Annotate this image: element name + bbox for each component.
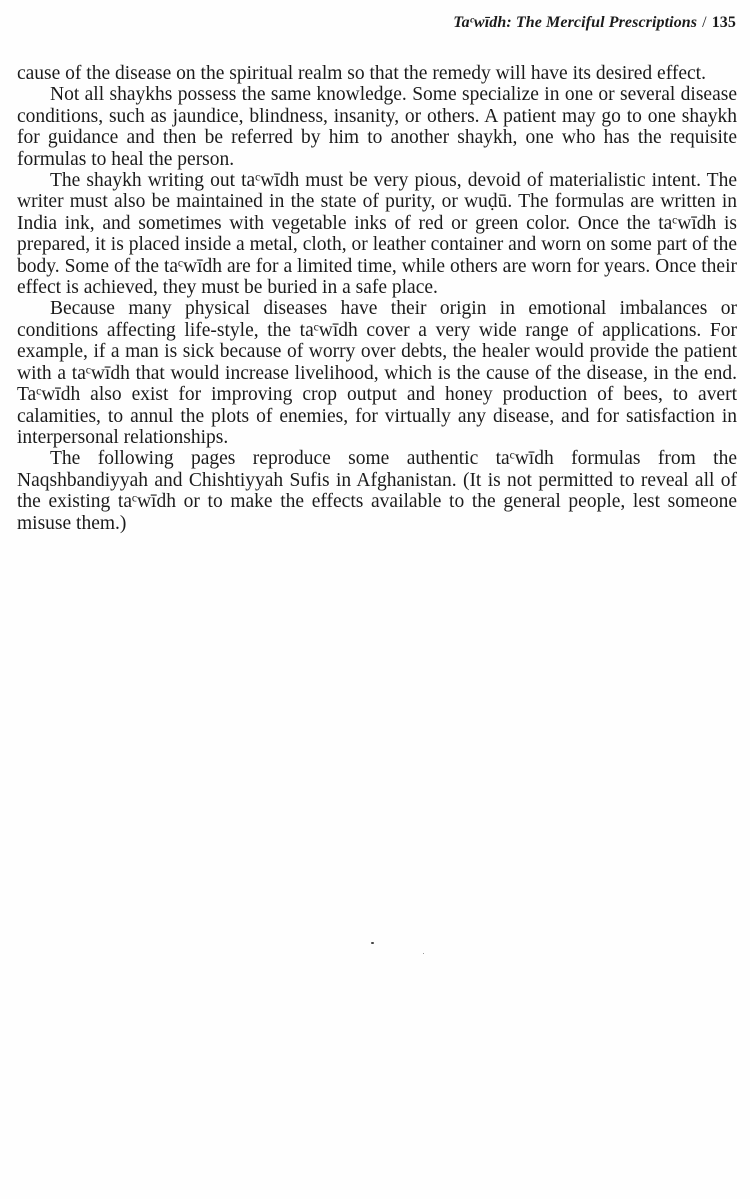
body-text <box>17 63 737 534</box>
paragraph: Not all shaykhs possess the same knowledge. Some specialize in one or several disease conditions, such as jaundice, blindness, insanity, or others. A patient may go to one shaykh for guidance and then be referred by him to another shaykh, one who has the requisite formulas to heal the person. <box>17 84 737 170</box>
paragraph: The following pages reproduce some authentic taᶜwīdh formulas from the Naqshbandiyyah and Chishtiyyah Sufis in Afghanistan. (It is not permitted to reveal all of the existing taᶜwīdh or to make the effects available to the general people, lest someone misuse them.) <box>17 448 737 534</box>
scan-speck <box>371 942 374 944</box>
paragraph: Because many physical diseases have their origin in emotional imbalances or conditions affecting life-style, the taᶜwīdh cover a very wide range of applications. For example, if a man is sick because of worry over debts, the healer would provide the patient with a taᶜwīdh that would increase livelihood, which is the cause of the disease, in the end. Taᶜwīdh also exist for improving crop output and honey production of bees, to avert calamities, to annul the plots of enemies, for virtually any disease, and for satisfaction in interpersonal relationships. <box>17 298 737 448</box>
scan-speck <box>423 953 424 954</box>
paragraph-continued: cause of the disease on the spiritual realm so that the remedy will have its desired effect. <box>17 63 706 84</box>
paragraph: The shaykh writing out taᶜwīdh must be very pious, devoid of materialistic intent. The writer must also be maintained in the state of purity, or wuḍū. The formulas are written in India ink, and sometimes with vegetable inks of red or green color. Once the taᶜwīdh is prepared, it is placed inside a metal, cloth, or leather container and worn on some part of the body. Some of the taᶜwīdh are for a limited time, while others are worn for years. Once their effect is achieved, they must be buried in a safe place. <box>17 170 737 299</box>
running-head <box>453 14 736 32</box>
running-title: Taᶜwīdh: The Merciful Prescriptions <box>453 14 698 31</box>
page-number: 135 <box>711 14 736 31</box>
running-head-separator: / <box>702 14 707 31</box>
